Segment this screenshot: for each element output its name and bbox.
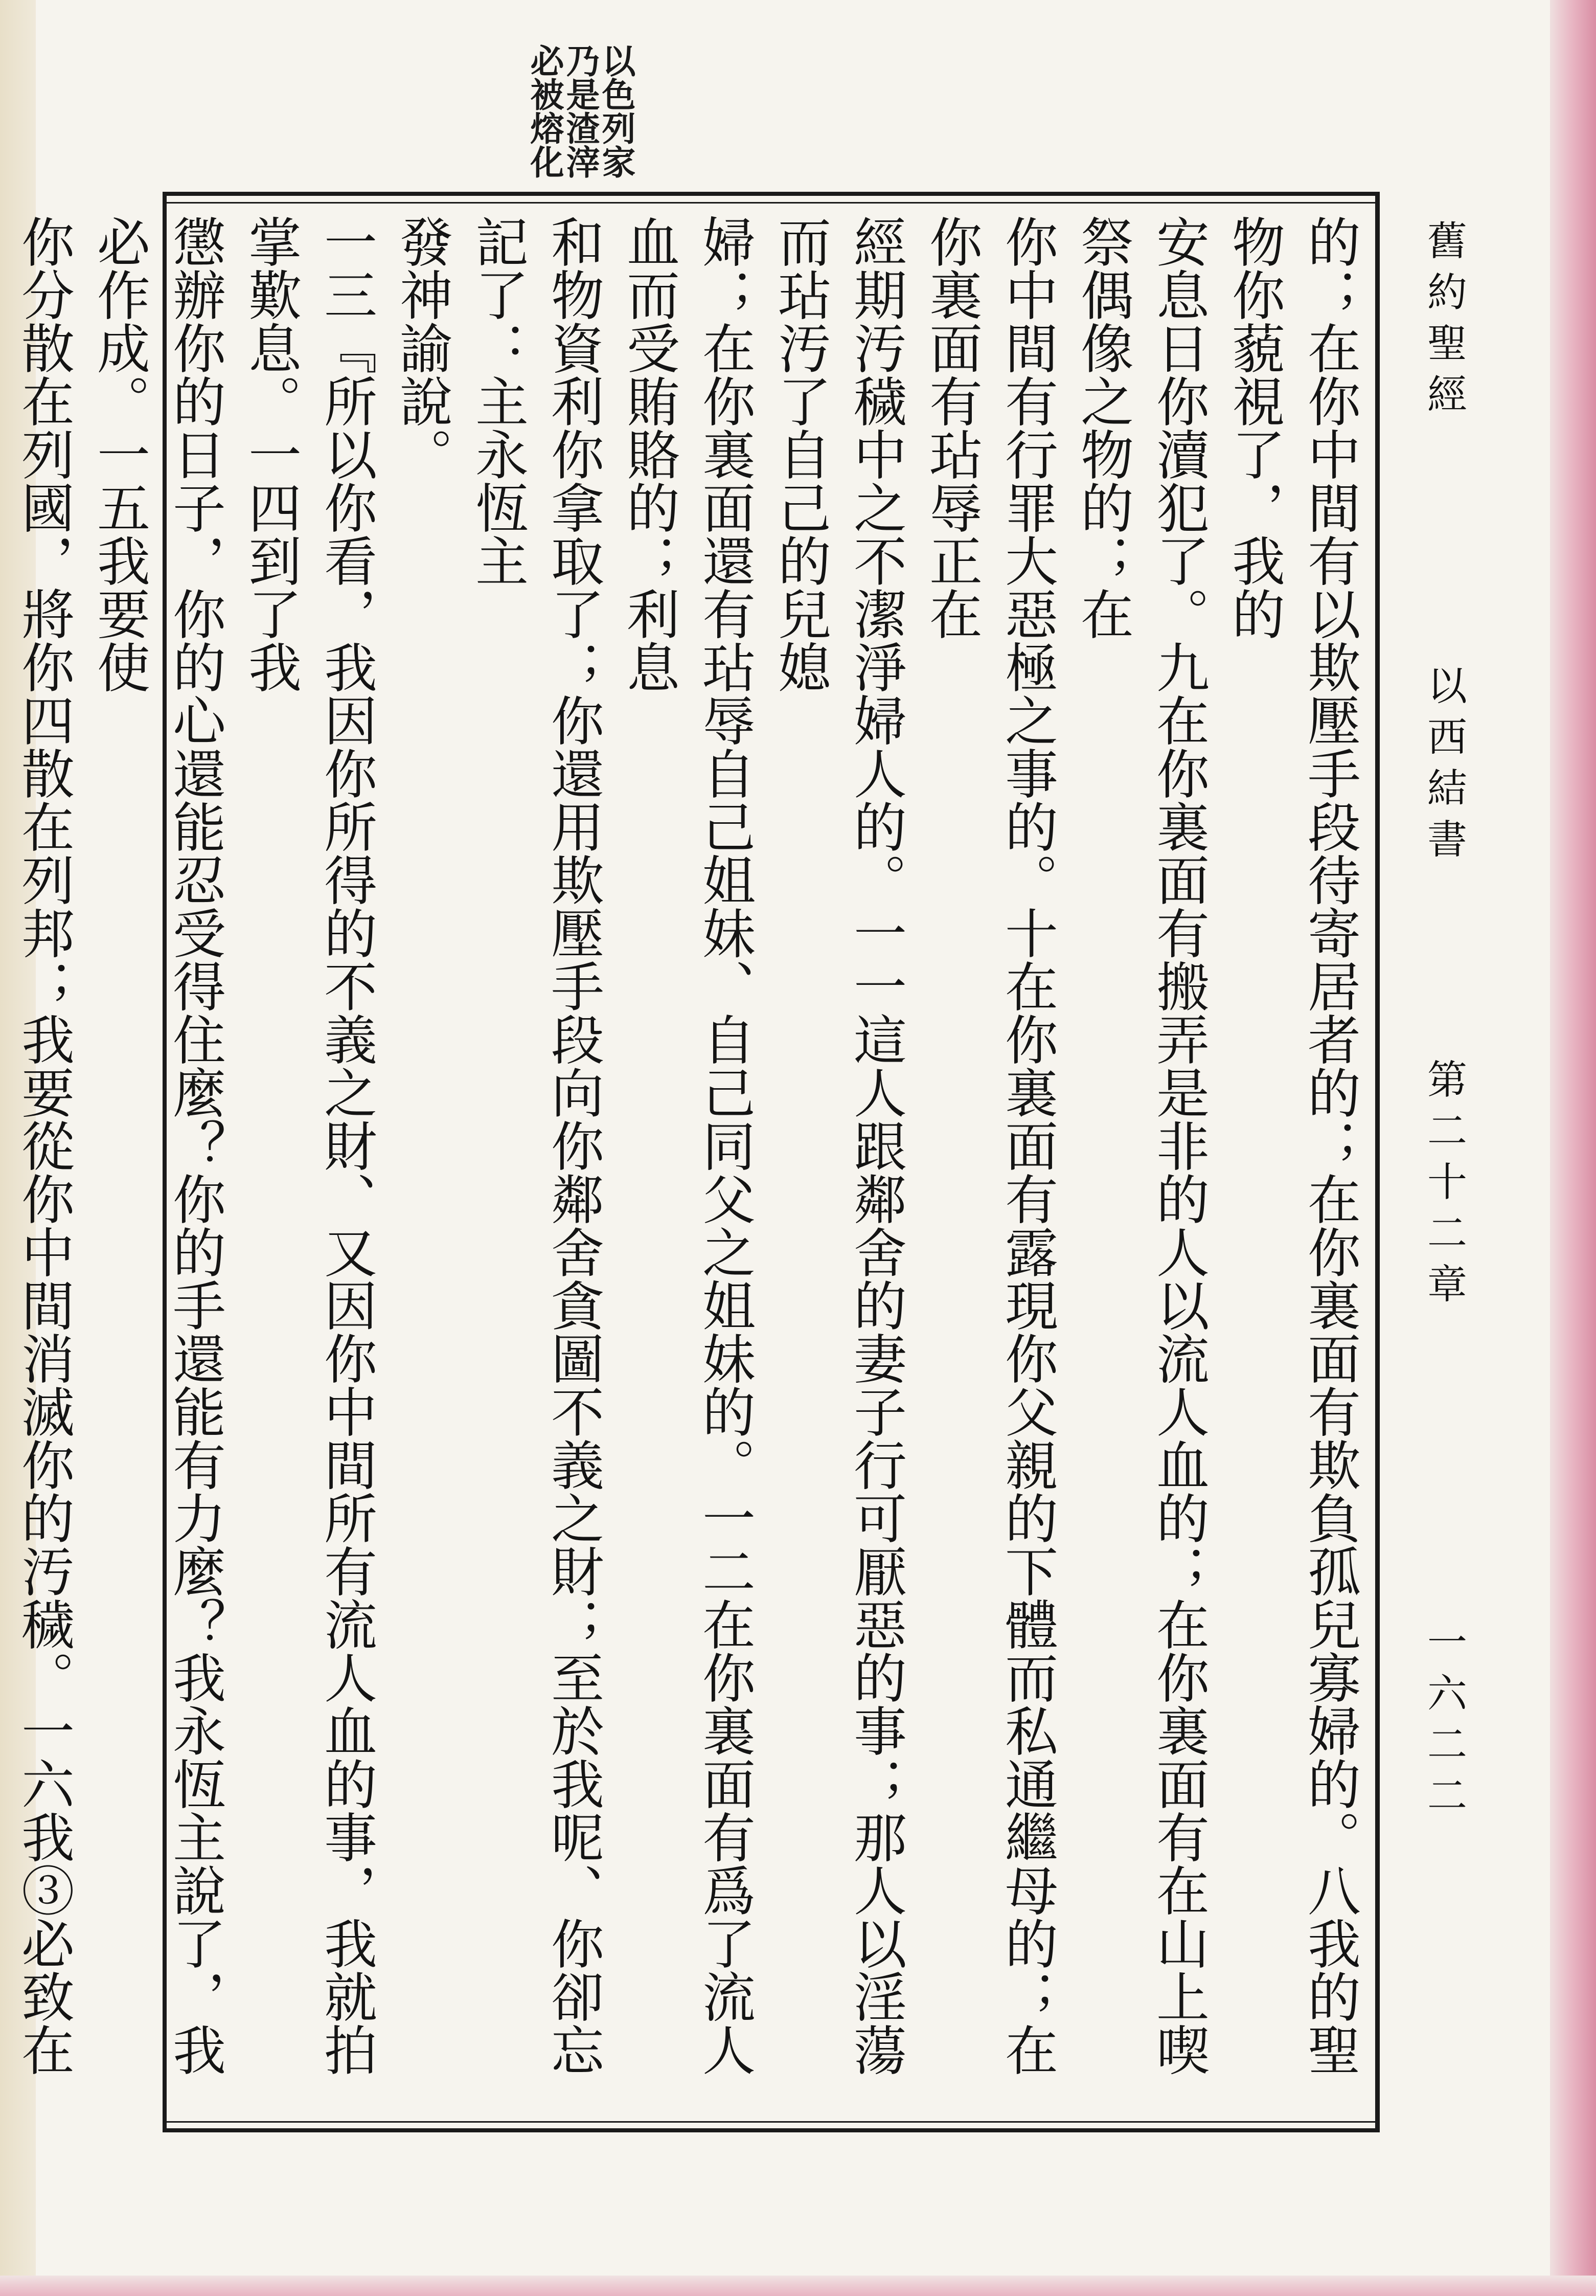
- text-column: 你中間有行罪大惡極之事的。十在你裏面有露現你父親的下體而私通繼母的；在你裏面有玷辱正在: [920, 215, 1058, 2076]
- running-header: [1396, 220, 1472, 2086]
- margin-note: 以色列家乃是渣滓必被熔化: [525, 43, 636, 178]
- text-column: 你分散在列國，將你四散在列邦；我要從你中間消滅你的汚穢。一六我③必致在: [12, 215, 75, 2076]
- book-name: 以西結書: [1421, 665, 1467, 869]
- text-column: 懲辦你的日子，你的心還能忍受得住麼？你的手還能有力麼？我永恆主說了，我必作成。一五我要使: [88, 215, 226, 2076]
- page-fore-edge: [1550, 0, 1596, 2296]
- text-column: 經期汚穢中之不潔淨婦人的。一一這人跟鄰舍的妻子行可厭惡的事；那人以淫蕩而玷汚了自己的兒媳: [769, 215, 907, 2076]
- text-column: 和物資利你拿取了；你還用欺壓手段向你鄰舍貪圖不義之財；至於我呢、你卻忘記了：主永恆主: [466, 215, 604, 2076]
- frame-inner-top-rule: [163, 202, 1379, 204]
- book-title: 舊約聖經: [1421, 220, 1467, 424]
- chapter-label: 第二十二章: [1421, 1059, 1467, 1314]
- text-column: 的；在你中間有以欺壓手段待寄居者的；在你裏面有欺負孤兒寡婦的。八我的聖物你藐視了，我的: [1223, 215, 1361, 2076]
- page-bottom-edge: [0, 2276, 1596, 2296]
- text-column: 婦；在你裏面還有玷辱自己姐妹、自己同父之姐妹的。一二在你裏面有爲了流人血而受賄賂的；利息: [618, 215, 756, 2076]
- text-column: 一三『所以你看，我因你所得的不義之財、又因你中間所有流人血的事，我就拍掌歎息。一四到了我: [239, 215, 377, 2076]
- page-number: 一六二二: [1421, 1621, 1467, 1826]
- text-column: 安息日你瀆犯了。九在你裏面有搬弄是非的人以流人血的；在你裏面有在山上喫祭偶像之物的；在: [1071, 215, 1210, 2076]
- header-divider-rule: [1378, 192, 1380, 2132]
- frame-inner-bottom-rule: [163, 2121, 1379, 2123]
- text-column: 發神諭說。: [391, 215, 453, 481]
- scripture-text: [12, 215, 1367, 2107]
